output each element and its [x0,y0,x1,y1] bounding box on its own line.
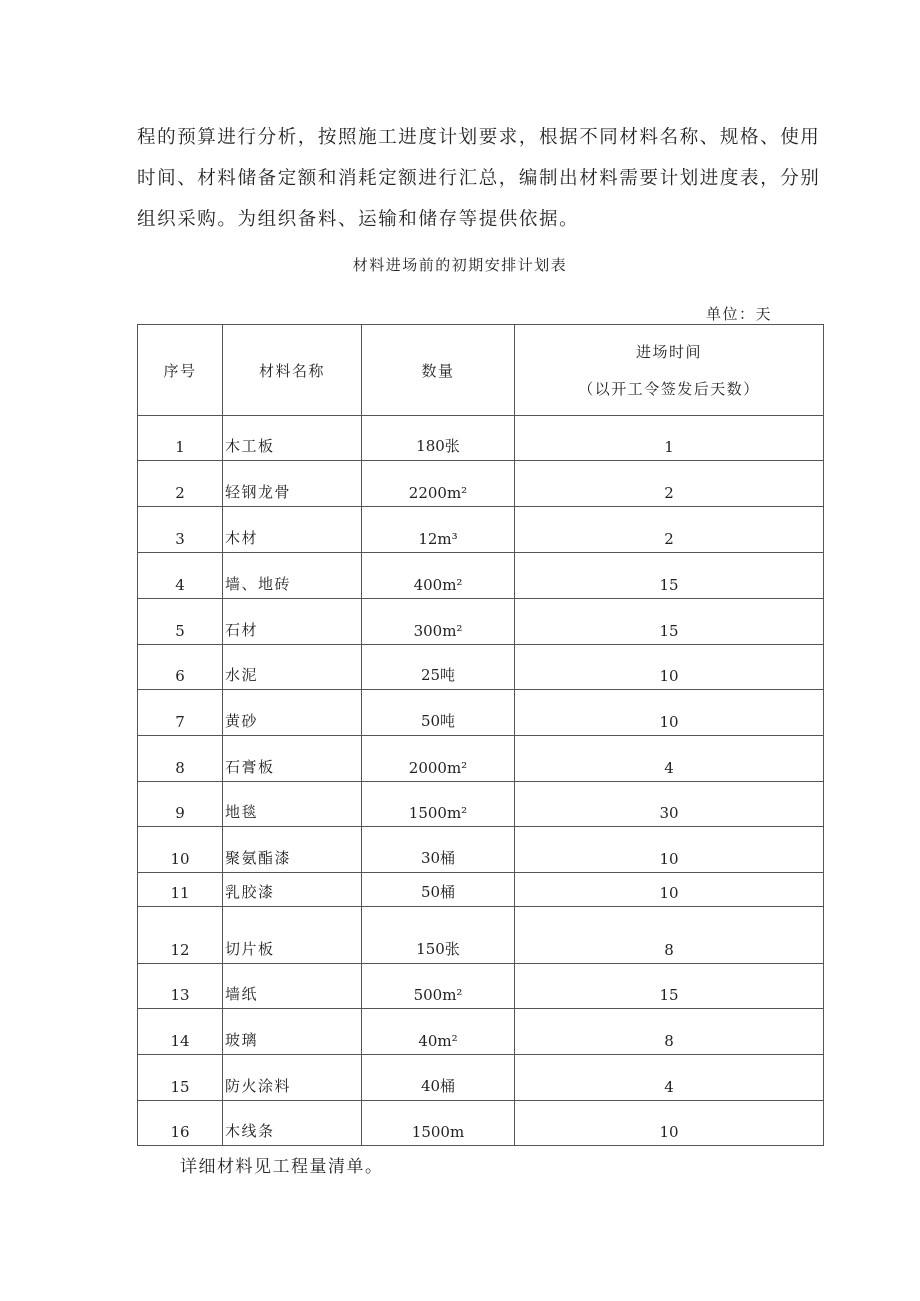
header-time [515,325,824,416]
table-row [138,736,824,782]
paragraph-line: 组织采购。为组织备料、运输和储存等提供依据。 [137,209,580,230]
row-quantity: 40桶 [362,1055,515,1101]
header-name: 材料名称 [223,325,362,416]
row-quantity: 50吨 [362,690,515,736]
row-seq: 9 [138,782,223,827]
row-seq: 2 [138,461,223,507]
header-seq: 序号 [138,325,223,416]
row-seq: 1 [138,416,223,461]
table-title: 材料进场前的初期安排计划表 [352,256,568,274]
row-quantity: 2200m² [362,461,515,507]
row-arrival-days: 15 [515,599,824,645]
row-arrival-days: 10 [515,645,824,690]
unit-label: 单位：天 [706,305,773,323]
row-quantity: 12m³ [362,507,515,553]
row-quantity: 1500m² [362,782,515,827]
row-material-name: 防火涂料 [223,1055,362,1101]
row-seq: 6 [138,645,223,690]
row-material-name: 地毯 [223,782,362,827]
row-quantity: 500m² [362,964,515,1009]
table-row [138,907,824,964]
row-material-name: 木工板 [223,416,362,461]
footer-note: 详细材料见工程量清单。 [180,1157,384,1177]
table-row [138,416,824,461]
row-material-name: 玻璃 [223,1009,362,1055]
row-seq: 15 [138,1055,223,1101]
row-seq: 12 [138,907,223,964]
row-arrival-days: 2 [515,461,824,507]
row-quantity: 1500m [362,1101,515,1146]
row-arrival-days: 10 [515,1101,824,1146]
table-row [138,461,824,507]
table-header-row [138,325,824,416]
row-material-name: 石膏板 [223,736,362,782]
table-row [138,873,824,907]
row-material-name: 水泥 [223,645,362,690]
table-row [138,827,824,873]
row-material-name: 聚氨酯漆 [223,827,362,873]
table-row [138,645,824,690]
table-row [138,553,824,599]
row-material-name: 墙、地砖 [223,553,362,599]
header-time-label: 进场时间 [635,343,702,361]
table-row [138,599,824,645]
row-seq: 4 [138,553,223,599]
row-seq: 8 [138,736,223,782]
row-seq: 13 [138,964,223,1009]
row-quantity: 25吨 [362,645,515,690]
row-seq: 5 [138,599,223,645]
table-row [138,964,824,1009]
table-row [138,690,824,736]
table-row [138,782,824,827]
row-material-name: 轻钢龙骨 [223,461,362,507]
table-body [138,416,824,1146]
row-seq: 3 [138,507,223,553]
row-material-name: 切片板 [223,907,362,964]
row-material-name: 石材 [223,599,362,645]
row-seq: 16 [138,1101,223,1146]
row-seq: 11 [138,873,223,907]
row-material-name: 木线条 [223,1101,362,1146]
row-quantity: 40m² [362,1009,515,1055]
header-qty: 数量 [362,325,515,416]
row-arrival-days: 8 [515,1009,824,1055]
row-arrival-days: 15 [515,553,824,599]
table-row [138,1009,824,1055]
row-arrival-days: 4 [515,736,824,782]
paragraph-line: 程的预算进行分析，按照施工进度计划要求，根据不同材料名称、规格、使用 [137,127,821,148]
row-arrival-days: 30 [515,782,824,827]
row-quantity: 300m² [362,599,515,645]
row-arrival-days: 1 [515,416,824,461]
row-arrival-days: 10 [515,690,824,736]
row-material-name: 木材 [223,507,362,553]
row-seq: 14 [138,1009,223,1055]
row-quantity: 400m² [362,553,515,599]
header-time-note: （以开工令签发后天数） [578,380,760,398]
row-arrival-days: 2 [515,507,824,553]
row-quantity: 50桶 [362,873,515,907]
row-arrival-days: 4 [515,1055,824,1101]
material-plan-table [137,324,824,1146]
row-seq: 10 [138,827,223,873]
row-quantity: 2000m² [362,736,515,782]
row-material-name: 墙纸 [223,964,362,1009]
row-seq: 7 [138,690,223,736]
row-arrival-days: 10 [515,827,824,873]
row-material-name: 黄砂 [223,690,362,736]
table-row [138,507,824,553]
row-arrival-days: 10 [515,873,824,907]
row-arrival-days: 15 [515,964,824,1009]
row-quantity: 150张 [362,907,515,964]
row-material-name: 乳胶漆 [223,873,362,907]
paragraph-line: 时间、材料储备定额和消耗定额进行汇总，编制出材料需要计划进度表，分别 [137,168,821,189]
table-row [138,1055,824,1101]
row-quantity: 30桶 [362,827,515,873]
intro-paragraph [137,117,827,240]
table-row [138,1101,824,1146]
row-arrival-days: 8 [515,907,824,964]
row-quantity: 180张 [362,416,515,461]
